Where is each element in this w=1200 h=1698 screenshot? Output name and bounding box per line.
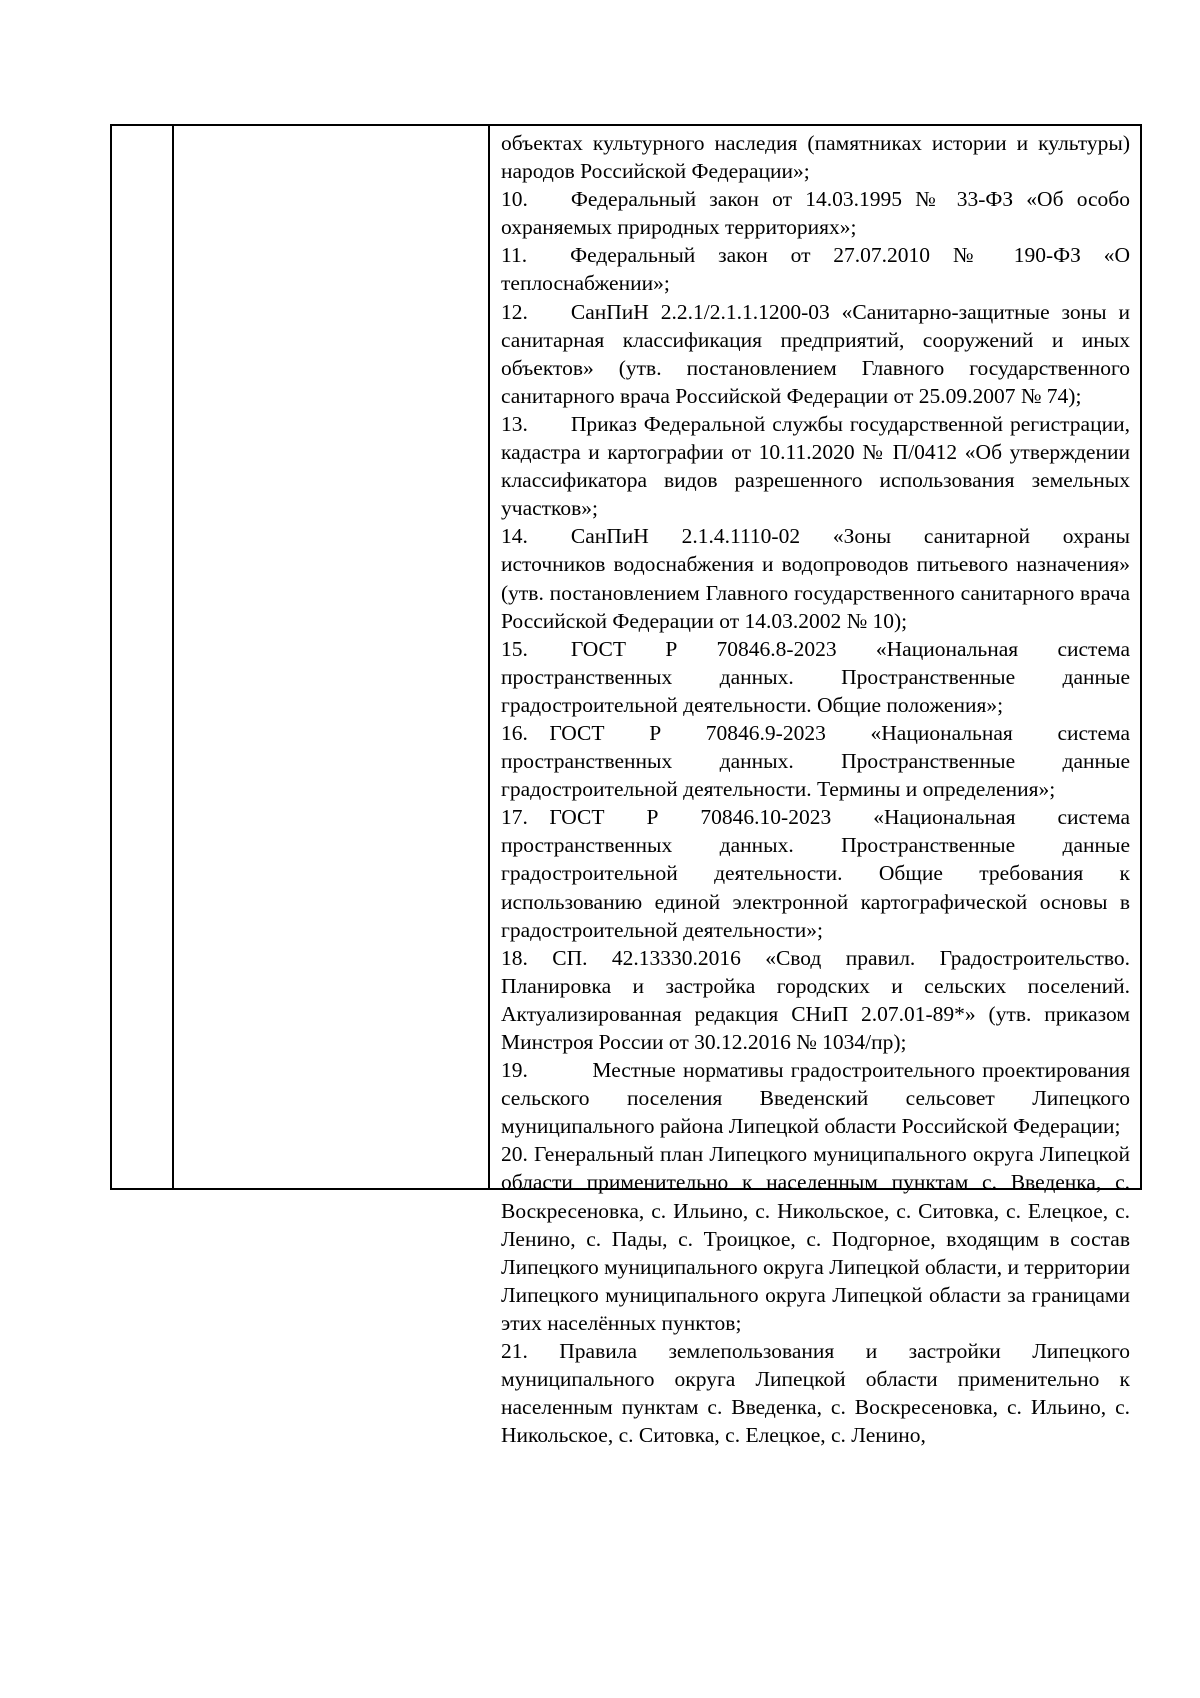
- document-table: [110, 124, 1142, 1448]
- table-column-content: [490, 126, 1140, 1448]
- paragraph: 13. Приказ Федеральной службы государственной регистрации, кадастра и картографии от 10.11.2020 № П/0412 «Об утверждении классификатора видов разрешенного использования земельных участков»;: [501, 411, 1130, 521]
- paragraph: 19. Местные нормативы градостроительного проектирования сельского поселения Введенский сельсовет Липецкого муниципального района Липецкой области Российской Федерации;: [501, 1058, 1130, 1139]
- table-column-number: [112, 126, 174, 1188]
- paragraph: 21. Правила землепользования и застройки Липецкого муниципального округа Липецкой области применительно к населенным пунктам с. Введенка, с. Воскресеновка, с. Ильино, с. Никольское, с. Ситовка, с. Елецкое, с. Ленино,: [501, 1339, 1130, 1448]
- paragraph: 10. Федеральный закон от 14.03.1995 № 33-ФЗ «Об особо охраняемых природных территориях»;: [501, 187, 1130, 240]
- paragraph: 12. СанПиН 2.2.1/2.1.1.1200-03 «Санитарно-защитные зоны и санитарная классификация предприятий, сооружений и иных объектов» (утв. постановлением Главного государственного санитарного врача Российской Федерации от 25.09.2007 № 74);: [501, 299, 1130, 408]
- paragraph: объектах культурного наследия (памятниках истории и культуры) народов Российской Федерации»;: [501, 131, 1130, 184]
- paragraph: 18. СП. 42.13330.2016 «Свод правил. Градостроительство. Планировка и застройка городских и сельских поселений. Актуализированная редакция СНиП 2.07.01-89*» (утв. приказом Минстроя России от 30.12.2016 № 1034/пр);: [501, 945, 1130, 1054]
- paragraph: 16. ГОСТ Р 70846.9-2023 «Национальная система пространственных данных. Пространственные данные градостроительной деятельности. Термины и определения»;: [501, 720, 1130, 802]
- table-column-name: [174, 126, 490, 1188]
- paragraph: 20. Генеральный план Липецкого муниципального округа Липецкой области применительно к населенным пунктам с. Введенка, с. Воскресеновка, с. Ильино, с. Никольское, с. Ситовка, с. Елецкое, с. Ленино, с. Пады, с. Троицкое, с. Подгорное, входящим в состав Липецкого муниципального округа Липецкой области, и территории Липецкого муниципального округа Липецкой области за границами этих населённых пунктов;: [501, 1142, 1130, 1335]
- paragraph: 17. ГОСТ Р 70846.10-2023 «Национальная система пространственных данных. Пространственные данные градостроительной деятельности. Общие требования к использованию единой электронной картографической основы в градостроительной деятельности»;: [501, 805, 1130, 942]
- paragraph: 14. СанПиН 2.1.4.1110-02 «Зоны санитарной охраны источников водоснабжения и водопроводов питьевого назначения» (утв. постановлением Главного государственного санитарного врача Российской Федерации от 14.03.2002 № 10);: [501, 524, 1130, 633]
- paragraph: 11. Федеральный закон от 27.07.2010 № 190-ФЗ «О теплоснабжении»;: [501, 243, 1130, 296]
- paragraph: 15. ГОСТ Р 70846.8-2023 «Национальная система пространственных данных. Пространственные данные градостроительной деятельности. Общие положения»;: [501, 636, 1130, 717]
